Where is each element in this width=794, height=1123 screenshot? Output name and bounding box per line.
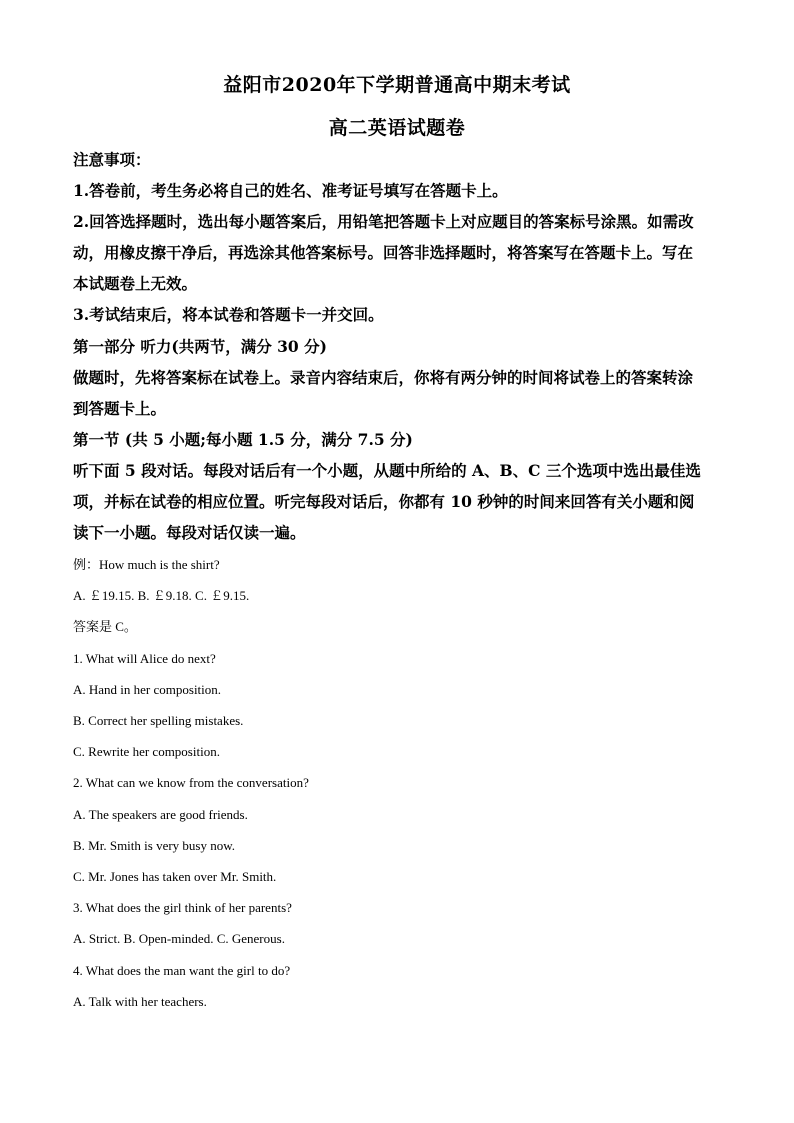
part1-description-line-2: 到答题卡上。 [73, 399, 167, 418]
notice-item-2-line-3: 本试题卷上无效。 [73, 274, 198, 293]
question-1-option-b: B. Correct her spelling mistakes. [73, 713, 244, 728]
question-3: 3. What does the girl think of her parents? [73, 900, 292, 915]
section1-description-line-1: 听下面 5 段对话。每段对话后有一个小题，从题中所给的 A、B、C 三个选项中选出最佳选 [73, 461, 701, 480]
notice-item-1: 1.答卷前，考生务必将自己的姓名、准考证号填写在答题卡上。 [73, 181, 508, 200]
exam-title: 益阳市2020年下学期普通高中期末考试 [223, 74, 571, 96]
section1-description-line-2: 项，并标在试卷的相应位置。听完每段对话后，你都有 10 秒钟的时间来回答有关小题和阅 [73, 492, 695, 511]
notice-item-2-line-1: 2.回答选择题时，选出每小题答案后，用铅笔把答题卡上对应题目的答案标号涂黑。如需改 [73, 212, 694, 231]
question-2-option-c: C. Mr. Jones has taken over Mr. Smith. [73, 869, 277, 884]
example-question: 例：How much is the shirt? [73, 557, 220, 572]
notice-item-3: 3.考试结束后，将本试卷和答题卡一并交回。 [73, 305, 384, 324]
section1-heading: 第一节 (共 5 小题;每小题 1.5 分，满分 7.5 分) [73, 430, 413, 449]
example-answer: 答案是 C。 [73, 619, 137, 634]
notice-item-2-line-2: 动，用橡皮擦干净后，再选涂其他答案标号。回答非选择题时，将答案写在答题卡上。写在 [73, 243, 694, 262]
question-1-option-a: A. Hand in her composition. [73, 682, 222, 697]
example-options: A. ￡19.15. B. ￡9.18. C. ￡9.15. [73, 588, 250, 603]
question-2-option-b: B. Mr. Smith is very busy now. [73, 838, 236, 853]
question-4: 4. What does the man want the girl to do? [73, 963, 291, 978]
question-3-options: A. Strict. B. Open-minded. C. Generous. [73, 931, 285, 946]
part1-heading: 第一部分 听力(共两节，满分 30 分) [73, 337, 327, 356]
question-1-option-c: C. Rewrite her composition. [73, 744, 220, 759]
question-2-option-a: A. The speakers are good friends. [73, 807, 248, 822]
question-4-option-a: A. Talk with her teachers. [73, 994, 207, 1009]
question-2: 2. What can we know from the conversation? [73, 775, 309, 790]
part1-description-line-1: 做题时，先将答案标在试卷上。录音内容结束后，你将有两分钟的时间将试卷上的答案转涂 [73, 368, 694, 387]
question-1: 1. What will Alice do next? [73, 651, 216, 666]
exam-subtitle: 高二英语试题卷 [328, 117, 466, 139]
notice-heading: 注意事项： [73, 150, 151, 169]
section1-description-line-3: 读下一小题。每段对话仅读一遍。 [73, 523, 306, 542]
